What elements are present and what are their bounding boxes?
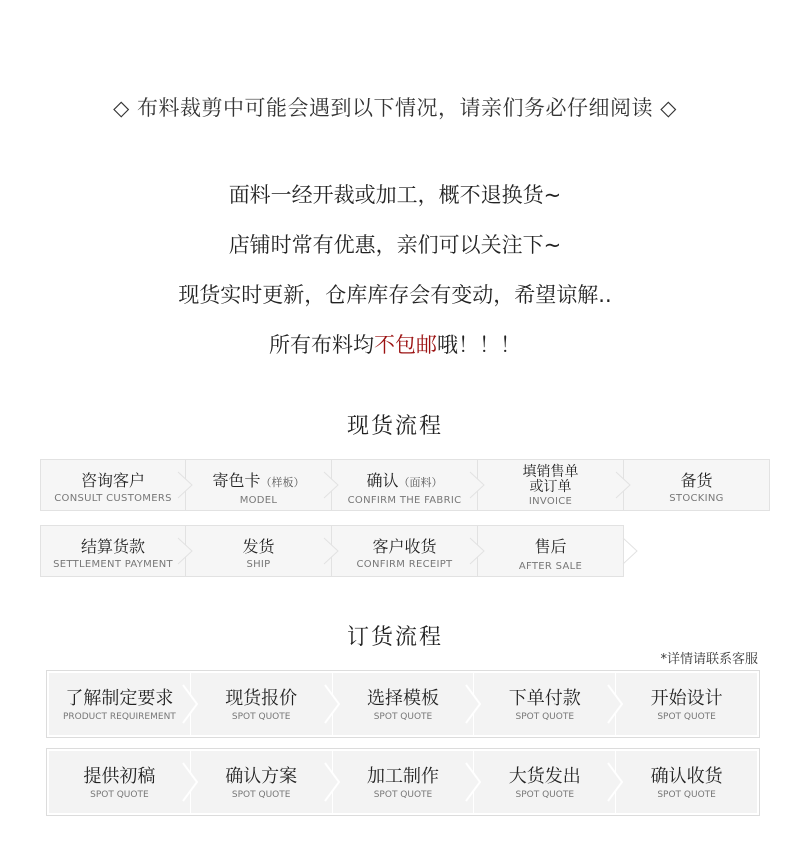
notice-heading <box>0 92 790 122</box>
step-confirm-plan <box>191 751 333 813</box>
notice-text: 布料裁剪中可能会遇到以下情况，请亲们务必仔细阅读 <box>137 96 653 120</box>
step-label-line-1: 填销售单 <box>522 464 579 480</box>
step-label-en: SPOT QUOTE <box>373 712 433 722</box>
step-label: 咨询客户 <box>80 471 145 490</box>
step-note: （样板） <box>260 476 305 489</box>
step-label: 发货 <box>242 537 275 556</box>
step-label-en: SPOT QUOTE <box>657 712 716 722</box>
step-product-requirement <box>49 673 191 735</box>
step-label-en: SPOT QUOTE <box>515 712 575 722</box>
policy-line-shipping <box>0 329 790 359</box>
chevron-right-icon <box>176 536 196 566</box>
step-order-payment <box>474 673 616 735</box>
chevron-right-icon <box>323 761 343 803</box>
step-label-en: AFTER SALE <box>518 561 583 572</box>
step-label-en: MODEL <box>239 495 278 506</box>
step-confirm-delivery <box>616 751 757 813</box>
step-label-en: SPOT QUOTE <box>373 790 433 800</box>
stock-process-row-1 <box>40 459 770 511</box>
chevron-right-icon <box>181 761 201 803</box>
no-free-shipping-highlight: 不包邮 <box>374 333 437 357</box>
step-confirm-receipt <box>332 525 478 577</box>
order-process-row-2 <box>46 748 760 816</box>
step-label: 下单付款 <box>508 688 581 709</box>
step-label: 了解制定要求 <box>65 688 174 709</box>
step-consult-customers <box>40 459 186 511</box>
chevron-right-icon <box>614 470 634 500</box>
step-label: 选择模板 <box>366 688 439 709</box>
step-manufacturing <box>333 751 475 813</box>
step-label-en: SHIP <box>246 559 271 570</box>
step-label-en: SPOT QUOTE <box>231 712 291 722</box>
step-label: 现货报价 <box>225 688 298 709</box>
step-label-en: SPOT QUOTE <box>231 790 291 800</box>
step-label-en: CONSULT CUSTOMERS <box>54 493 172 504</box>
step-stocking <box>624 459 770 511</box>
policy-line-no-return: 面料一经开裁或加工，概不退换货~ <box>228 183 562 207</box>
step-label: 寄色卡 <box>212 471 261 490</box>
step-note: （面料） <box>398 476 443 489</box>
chevron-right-icon <box>468 536 488 566</box>
stock-process-row-2 <box>40 525 624 577</box>
shipping-text: 所有布料均 <box>269 333 374 357</box>
step-color-card <box>186 459 332 511</box>
step-ship <box>186 525 332 577</box>
chevron-right-icon <box>322 536 342 566</box>
step-label-line-2: 或订单 <box>529 479 572 495</box>
step-label: 确认 <box>366 471 399 490</box>
chevron-right-icon <box>606 761 626 803</box>
step-invoice <box>478 459 624 511</box>
step-label: 加工制作 <box>366 766 439 787</box>
shipping-text-end: 哦！！！ <box>437 333 521 357</box>
order-process-row-1 <box>46 670 760 738</box>
step-label: 确认方案 <box>225 766 298 787</box>
policy-line-discount: 店铺时常有优惠，亲们可以关注下~ <box>228 233 562 257</box>
order-process-title: 订货流程 <box>346 625 443 650</box>
step-start-design <box>616 673 757 735</box>
step-label: 提供初稿 <box>83 766 156 787</box>
diamond-icon: ◇ <box>660 96 677 120</box>
chevron-right-icon <box>606 683 626 725</box>
step-choose-template <box>333 673 475 735</box>
chevron-right-icon <box>176 470 196 500</box>
step-label-en: SPOT QUOTE <box>515 790 575 800</box>
chevron-right-icon <box>621 536 641 566</box>
chevron-right-icon <box>181 683 201 725</box>
step-label: 确认收货 <box>650 766 723 787</box>
step-label-en: SPOT QUOTE <box>90 790 149 800</box>
stock-process-title: 现货流程 <box>346 414 443 439</box>
step-label-en: SETTLEMENT PAYMENT <box>53 559 173 570</box>
step-confirm-fabric <box>332 459 478 511</box>
step-label: 客户收货 <box>372 537 437 556</box>
step-label-en: INVOICE <box>528 496 573 507</box>
step-label-en: CONFIRM RECEIPT <box>356 559 453 570</box>
chevron-right-icon <box>468 470 488 500</box>
step-settlement-payment <box>40 525 186 577</box>
step-label: 备货 <box>680 471 713 490</box>
step-first-draft <box>49 751 191 813</box>
step-label: 开始设计 <box>650 688 723 709</box>
diamond-icon: ◇ <box>113 96 130 120</box>
step-label-en: PRODUCT REQUIREMENT <box>62 712 176 722</box>
step-label: 结算货款 <box>80 537 145 556</box>
step-after-sale <box>478 525 624 577</box>
chevron-right-icon <box>464 761 484 803</box>
chevron-right-icon <box>323 683 343 725</box>
policy-line-stock: 现货实时更新，仓库库存会有变动，希望谅解.. <box>178 283 612 307</box>
step-label: 售后 <box>534 537 567 556</box>
chevron-right-icon <box>464 683 484 725</box>
step-label-en: SPOT QUOTE <box>657 790 716 800</box>
step-label-en: STOCKING <box>669 493 724 504</box>
step-label: 大货发出 <box>508 766 581 787</box>
step-label-en: CONFIRM THE FABRIC <box>347 495 462 506</box>
chevron-right-icon <box>322 470 342 500</box>
step-bulk-shipment <box>474 751 616 813</box>
contact-note: *详情请联系客服 <box>660 652 758 667</box>
step-spot-quote <box>191 673 333 735</box>
